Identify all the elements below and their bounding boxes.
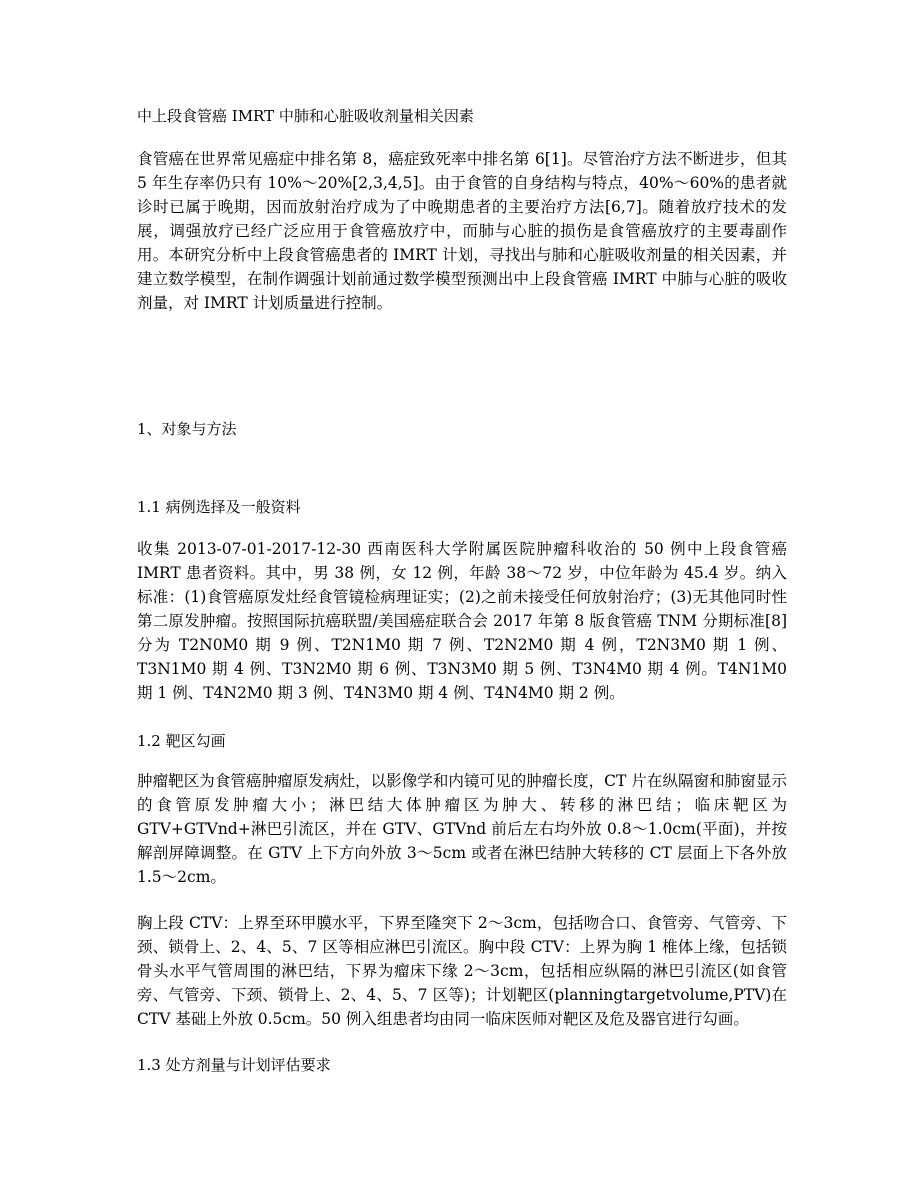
section-1-2-paragraph-a: 肿瘤靶区为食管癌肿瘤原发病灶，以影像学和内镜可见的肿瘤长度，CT 片在纵隔窗和肺窗显示的食管原发肿瘤大小；淋巴结大体肿瘤区为肿大、转移的淋巴结；临床靶区为 GTV+GTVnd+淋巴引流区，并在 GTV、GTVnd 前后左右均外放 0.8～1.0cm(平面)，并按解剖屏障调整。在 GTV 上下方向外放 3～5cm 或者在淋巴结肿大转移的 CT 层面上下各外放 1.5～2cm。 xyxy=(137,772,787,886)
section-1-1-paragraph: 收集 2013-07-01-2017-12-30 西南医科大学附属医院肿瘤科收治的 50 例中上段食管癌 IMRT 患者资料。其中，男 38 例，女 12 例，年龄 38～72 岁，中位年龄为 45.4 岁。纳入标准：(1)食管癌原发灶经食管镜检病理证实；(2)之前未接受任何放射治疗；(3)无其他同时性第二原发肿瘤。按照国际抗癌联盟/美国癌症联合会 2017 年第 8 版食管癌 TNM 分期标准[8]分为 T2N0M0 期 9 例、T2N1M0 期 7 例、T2N2M0 期 4 例，T2N3M0 期 1 例、T3N1M0 期 4 例、T3N2M0 期 6 例、T3N3M0 期 5 例、T3N4M0 期 4 例。T4N1M0 期 1 例、T4N2M0 期 3 例、T4N3M0 期 4 例、T4N4M0 期 2 例。 xyxy=(137,540,787,702)
section-heading-1: 1、对象与方法 xyxy=(137,420,237,438)
section-heading-1-1: 1.1 病例选择及一般资料 xyxy=(137,498,301,516)
section-heading-1-2: 1.2 靶区勾画 xyxy=(137,732,226,750)
document-title: 中上段食管癌 IMRT 中肺和心脏吸收剂量相关因素 xyxy=(137,107,474,125)
section-heading-1-3: 1.3 处方剂量与计划评估要求 xyxy=(137,1056,331,1074)
intro-paragraph: 食管癌在世界常见癌症中排名第 8，癌症致死率中排名第 6[1]。尽管治疗方法不断进步，但其 5 年生存率仍只有 10%～20%[2,3,4,5]。由于食管的自身结构与特点，40%～60%的患者就诊时已属于晚期，因而放射治疗成为了中晚期患者的主要治疗方法[6,7]。随着放疗技术的发展，调强放疗已经广泛应用于食管癌放疗中，而肺与心脏的损伤是食管癌放疗的主要毒副作用。本研究分析中上段食管癌患者的 IMRT 计划，寻找出与肺和心脏吸收剂量的相关因素，并建立数学模型，在制作调强计划前通过数学模型预测出中上段食管癌 IMRT 中肺与心脏的吸收剂量，对 IMRT 计划质量进行控制。 xyxy=(137,150,787,312)
section-1-2-paragraph-b: 胸上段 CTV：上界至环甲膜水平，下界至隆突下 2～3cm，包括吻合口、食管旁、气管旁、下颈、锁骨上、2、4、5、7 区等相应淋巴引流区。胸中段 CTV：上界为胸 1 椎体上缘，包括锁骨头水平气管周围的淋巴结，下界为瘤床下缘 2～3cm，包括相应纵隔的淋巴引流区(如食管旁、气管旁、下颈、锁骨上、2、4、5、7 区等)；计划靶区(planningtargetvolume,PTV)在 CTV 基础上外放 0.5cm。50 例入组患者均由同一临床医师对靶区及危及器官进行勾画。 xyxy=(137,914,787,1028)
